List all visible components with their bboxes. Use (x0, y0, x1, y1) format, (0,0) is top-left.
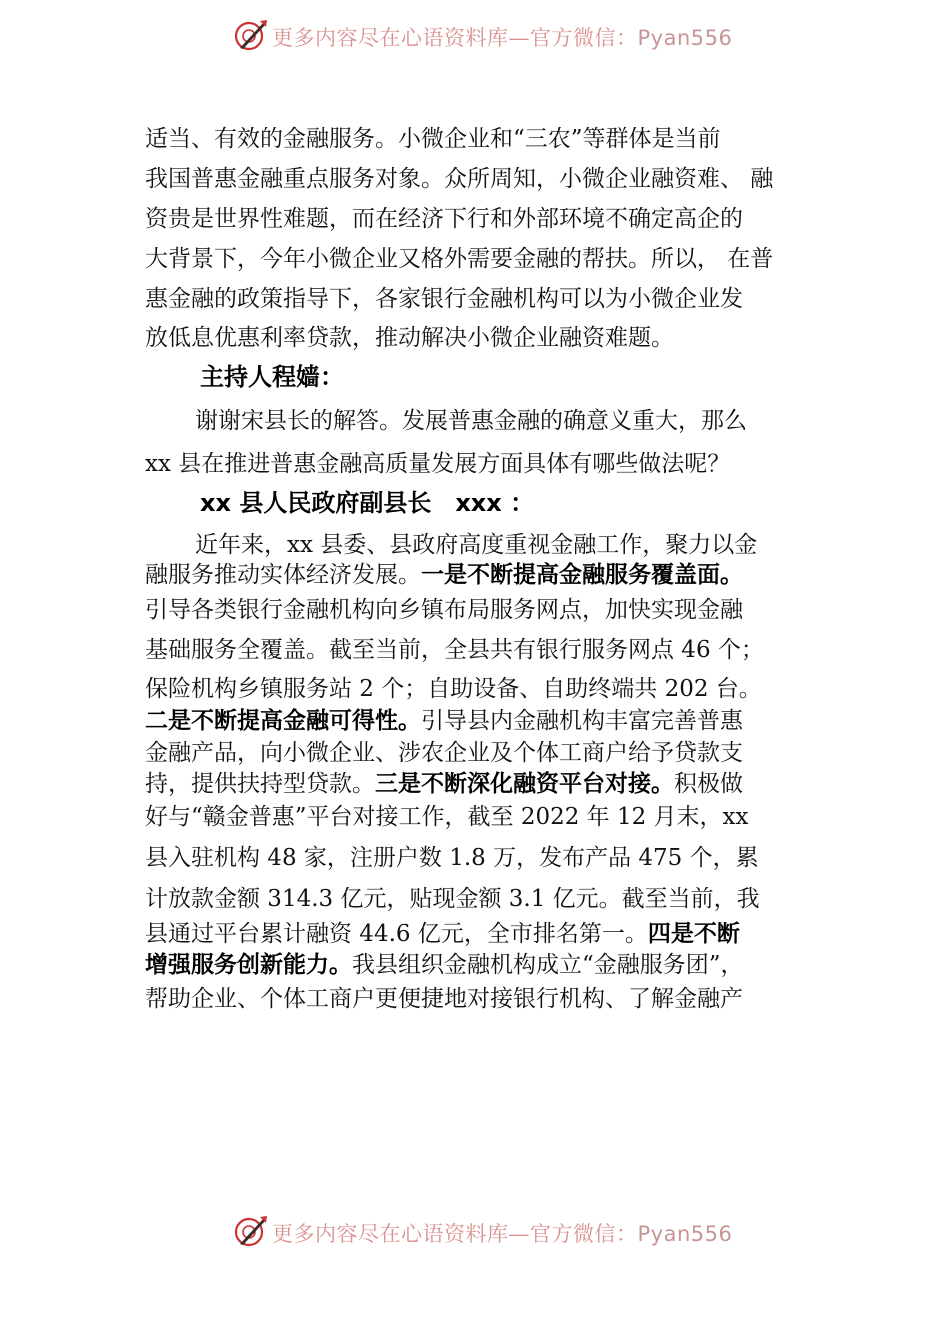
text-line: 基础服务全覆盖。截至当前，全县共有银行服务网点 46 个； (145, 637, 764, 663)
bold-point: 三是不断深化融资平台对接。 (375, 771, 674, 797)
watermark-text: 更多内容尽在心语资料库—官方微信：Pyan556 (272, 26, 733, 50)
text-line: 适当、有效的金融服务。小微企业和“三农”等群体是当前 (145, 126, 721, 152)
watermark-header (0, 18, 950, 58)
text-line: 保险机构乡镇服务站 2 个；自助设备、自助终端共 202 台。 (145, 676, 762, 702)
brush-logo-icon (234, 1214, 268, 1248)
text-line: 帮助企业、个体工商户更便捷地对接银行机构、了解金融产 (145, 986, 743, 1012)
text-line: 好与“赣金普惠”平台对接工作，截至 2022 年 12 月末，xx (145, 804, 749, 830)
text-line: 我国普惠金融重点服务对象。众所周知，小微企业融资难、 融 (145, 166, 774, 192)
text-line: 县通过平台累计融资 44.6 亿元，全市排名第一。四是不断 (145, 921, 740, 947)
watermark-footer (0, 1214, 950, 1254)
text-line: 融服务推动实体经济发展。一是不断提高金融服务覆盖面。 (145, 562, 743, 588)
text-line: 放低息优惠利率贷款，推动解决小微企业融资难题。 (145, 325, 674, 351)
text-line: 大背景下，今年小微企业又格外需要金融的帮扶。所以， 在普 (145, 246, 774, 272)
text-line: 县入驻机构 48 家，注册户数 1.8 万，发布产品 475 个，累 (145, 845, 759, 871)
text-line: 金融产品，向小微企业、涉农企业及个体工商户给予贷款支 (145, 740, 743, 766)
bold-point: 二是不断提高金融可得性。 (145, 708, 421, 734)
text-line: xx 县在推进普惠金融高质量发展方面具体有哪些做法呢？ (145, 451, 731, 477)
watermark-text: 更多内容尽在心语资料库—官方微信：Pyan556 (272, 1222, 733, 1246)
bold-point: 一是不断提高金融服务覆盖面。 (421, 562, 743, 588)
speaker-heading-deputy: xx 县人民政府副县长 xxx ： (200, 489, 535, 517)
bold-point: 增强服务创新能力。 (145, 952, 352, 978)
text-line: 计放款金额 314.3 亿元，贴现金额 3.1 亿元。截至当前，我 (145, 886, 760, 912)
text-line: 引导各类银行金融机构向乡镇布局服务网点，加快实现金融 (145, 597, 743, 623)
speaker-heading-host: 主持人程嫱： (200, 363, 344, 391)
text-line: 谢谢宋县长的解答。发展普惠金融的确意义重大，那么 (195, 408, 747, 434)
text-line: 资贵是世界性难题，而在经济下行和外部环境不确定高企的 (145, 206, 743, 232)
text-line: 二是不断提高金融可得性。引导县内金融机构丰富完善普惠 (145, 708, 743, 734)
text-line: 近年来，xx 县委、县政府高度重视金融工作，聚力以金 (195, 532, 758, 558)
text-line: 增强服务创新能力。我县组织金融机构成立“金融服务团”， (145, 952, 744, 978)
text-line: 持，提供扶持型贷款。三是不断深化融资平台对接。积极做 (145, 771, 743, 797)
brush-logo-icon (234, 18, 268, 52)
bold-point: 四是不断 (647, 921, 740, 947)
text-line: 惠金融的政策指导下，各家银行金融机构可以为小微企业发 (145, 286, 743, 312)
